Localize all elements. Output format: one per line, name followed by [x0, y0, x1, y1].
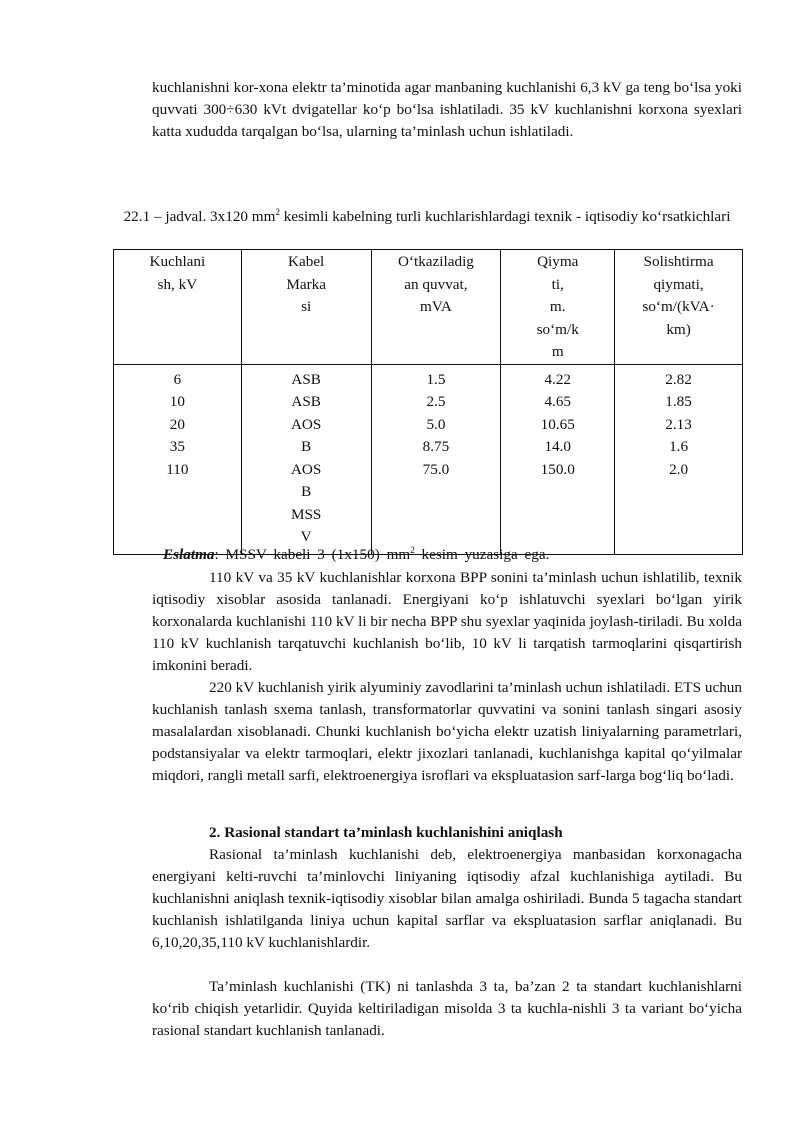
column-cable-brand: ASB ASB AOS B AOS B MSS V: [241, 364, 371, 554]
table-body-row: [114, 364, 743, 554]
note-text: : MSSV kabeli 3 (1x150) mm: [214, 546, 411, 563]
header-cost: Qiyma ti, m. so‘m/k m: [501, 250, 615, 365]
section-heading: 2. Rasional standart ta’minlash kuchlanishini aniqlash: [209, 824, 563, 841]
column-voltage: 6 10 20 35 110: [114, 364, 242, 554]
table-note: [163, 544, 549, 566]
note-label: Eslatma: [163, 546, 215, 563]
note-text-rest: kesim yuzasiga ega.: [414, 546, 550, 563]
cable-table: [113, 249, 743, 555]
table-header-row: [114, 250, 743, 365]
paragraph-rasional: Rasional ta’minlash kuchlanishi deb, elektroenergiya manbasidan korxonagacha energiyani kelti-ruvchi ta’minlovchi liniyaning iqtisodiy afzal kuchlanishiga aytiladi. Bu kuchlanishni aniqlash texnik-iqtisodiy xisoblar bilan amalga oshiriladi. Bunda 5 tagacha standart kuchlanish ishlatilganda liniya uchun kapital sarflar va ekspluatasion sarflar aniqlanadi. Bu 6,10,20,35,110 kV kuchlanishlardir.: [152, 846, 742, 951]
column-specific-cost: 2.82 1.85 2.13 1.6 2.0: [615, 364, 743, 554]
paragraph-top: kuchlanishni kor-xona elektr ta’minotida agar manbaning kuchlanishi 6,3 kV ga teng bo‘lsa yoki quvvati 300÷630 kVt dvigatellar ko‘p bo‘lsa ishlatiladi. 35 kV kuchlanishni korxona syexlari katta xududda tarqalgan bo‘lsa, ularning ta’minlash uchun ishlatiladi.: [152, 79, 742, 140]
column-power: 1.5 2.5 5.0 8.75 75.0: [371, 364, 501, 554]
paragraph-110kv: 110 kV va 35 kV kuchlanishlar korxona BPP sonini ta’minlash uchun ishlatilib, texnik iqtisodiy xisoblar asosida tanlanadi. Energiyani ko‘p ishlatuvchi syexlari bo‘lgan yirik korxonalarda kuchlanishi 110 kV li bir necha BPP shu syexlar yaqinida joylash-tiriladi. Bu xolda 110 kV kuchlanish tarqatuvchi kuchlanish bo‘lib, 10 kV li tarqatish tarmoqlarini qisqartirish imkonini beradi.: [152, 569, 742, 674]
header-power: O‘tkaziladig an quvvat, mVA: [371, 250, 501, 365]
paragraph-220kv: 220 kV kuchlanish yirik alyuminiy zavodlarini ta’minlash uchun ishlatiladi. ETS uchun kuchlanish tanlash sxema tanlash, transformatorlar quvvatini va sonini tanlash singari asosiy masalalardan xisoblanadi. Chunki kuchlanish bo‘yicha elektr uzatish liniyalarning parametrlari, podstansiyalar va elektr tarmoqlari, elektr jixozlari tanlanadi, kuchlanishga kapital qo‘yilmalar miqdori, rangli metall sarfi, elektroenergiya isroflari va ekspluatasion sarf-larga bog‘liq bo‘ladi.: [152, 679, 742, 784]
paragraph-tk: Ta’minlash kuchlanishi (TK) ni tanlashda 3 ta, ba’zan 2 ta standart kuchlanishlarni ko‘rib chiqish yetarlidir. Quyida keltiriladigan misolda 3 ta kuchla-nishli 3 ta variant bo‘yicha rasional standart kuchlanish tanlanadi.: [152, 978, 742, 1039]
caption-superscript: 2: [275, 206, 280, 217]
header-specific-cost: Solishtirma qiymati, so‘m/(kVA· km): [615, 250, 743, 365]
column-cost: 4.22 4.65 10.65 14.0 150.0: [501, 364, 615, 554]
header-cable-brand: Kabel Marka si: [241, 250, 371, 365]
header-voltage: Kuchlani sh, kV: [114, 250, 242, 365]
caption-text-rest: kesimli kabelning turli kuchlarishlardagi texnik - iqtisodiy ko‘rsatkichlari: [279, 208, 731, 225]
caption-text: 22.1 – jadval. 3x120 mm: [123, 208, 276, 225]
table-caption: [112, 206, 742, 228]
note-superscript: 2: [410, 544, 415, 555]
